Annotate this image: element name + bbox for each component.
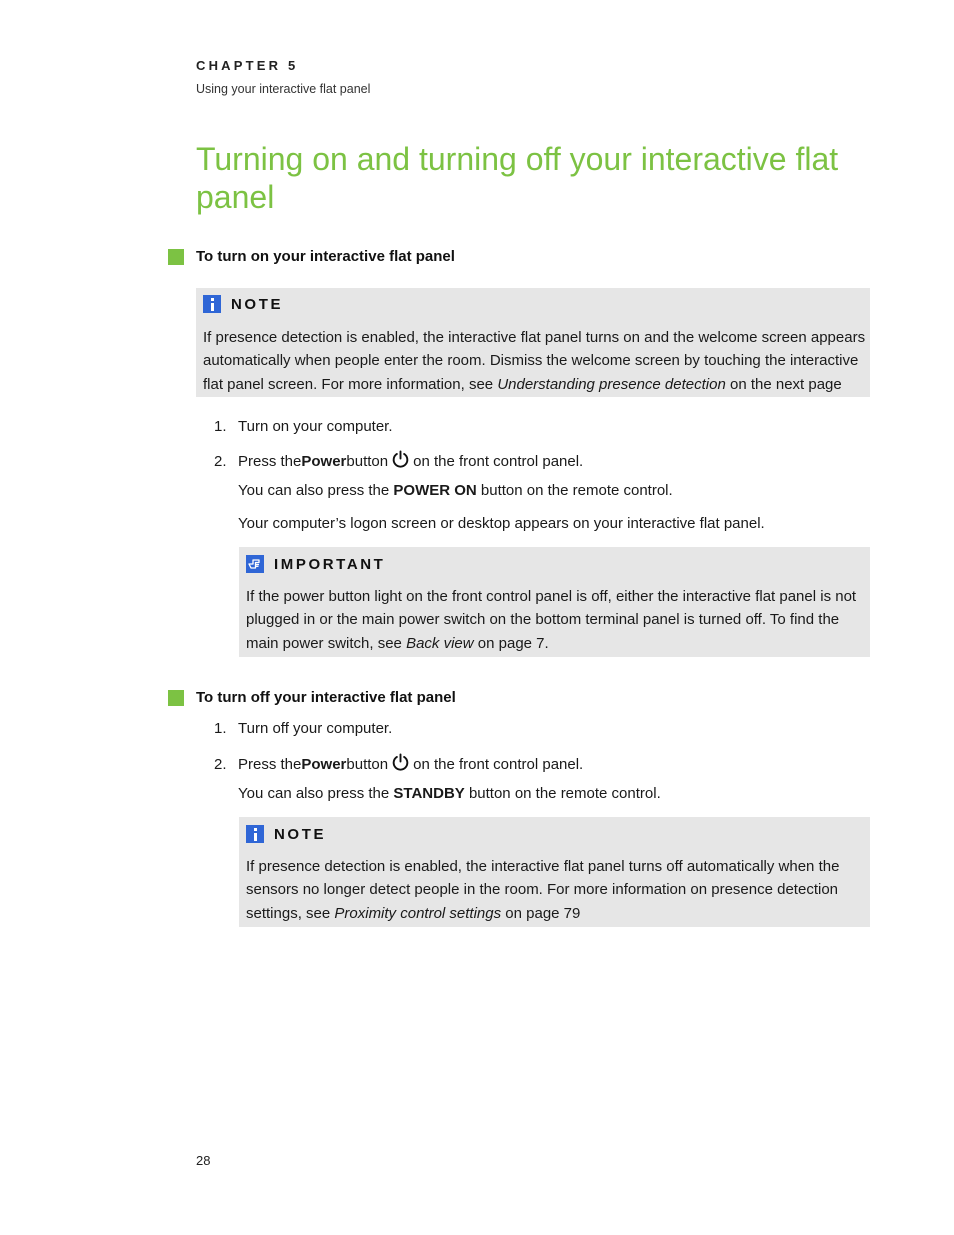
paragraph-remote-on <box>238 482 673 499</box>
step-number: 1. <box>214 418 227 435</box>
important-icon <box>246 555 264 573</box>
procedure-heading-turn-on <box>168 248 455 265</box>
step-text-mid: button <box>346 453 389 470</box>
step-text-post: on the front control panel. <box>413 453 584 470</box>
para-text-end: button on the remote control. <box>476 482 673 499</box>
note-tag: NOTE <box>274 825 327 843</box>
note-text: If presence detection is enabled, the interactive flat panel turns on and the welcome screen appears automatically when people enter the room. Dismiss the welcome screen by touching the interactive flat panel screen. For more information, see <box>203 329 866 393</box>
info-icon <box>203 295 221 313</box>
step-text-mid: button <box>346 756 389 773</box>
note-text-end: on the next page <box>725 375 842 393</box>
chapter-subtitle: Using your interactive flat panel <box>196 82 371 96</box>
step-text-bold: Power <box>301 756 347 773</box>
note-link[interactable]: Proximity control settings <box>334 904 502 922</box>
note-text: If presence detection is enabled, the interactive flat panel turns off automatically when the sensors no longer detect people in the room. For more information on presence detection settings, see <box>246 858 840 922</box>
step-number: 1. <box>214 720 227 737</box>
step-number: 2. <box>214 453 227 470</box>
note-body <box>203 326 867 396</box>
important-link[interactable]: Back view <box>406 634 474 652</box>
info-icon <box>246 825 264 843</box>
important-text-end: on page 7. <box>473 634 549 652</box>
chapter-label: CHAPTER 5 <box>196 58 299 73</box>
step-text-post: on the front control panel. <box>413 756 584 773</box>
green-square-bullet-icon <box>168 690 184 706</box>
standby-label: STANDBY <box>393 785 465 802</box>
note-callout <box>196 288 870 397</box>
procedure-heading-turn-off <box>168 689 456 706</box>
important-body <box>246 585 866 655</box>
step-text: Turn off your computer. <box>238 720 393 737</box>
power-icon <box>391 450 410 469</box>
important-text: If the power button light on the front control panel is off, either the interactive flat panel is not plugged in or the main power switch on the bottom terminal panel is turned off. To find the main power switch, see <box>246 588 857 652</box>
note-callout <box>239 817 870 927</box>
paragraph-remote-standby <box>238 785 661 802</box>
step-text-bold: Power <box>301 453 347 470</box>
note-tag: NOTE <box>231 295 284 313</box>
step-text-pre: Press the <box>238 453 302 470</box>
page-number: 28 <box>196 1153 211 1168</box>
note-link[interactable]: Understanding presence detection <box>497 375 726 393</box>
power-on-label: POWER ON <box>393 482 477 499</box>
paragraph-logon: Your computer’s logon screen or desktop appears on your interactive flat panel. <box>238 515 765 532</box>
para-text: You can also press the <box>238 785 394 802</box>
note-text-end: on page 79 <box>501 904 581 922</box>
procedure-heading-text: To turn off your interactive flat panel <box>196 689 456 706</box>
procedure-heading-text: To turn on your interactive flat panel <box>196 248 455 265</box>
page-title: Turning on and turning off your interactive flat panel <box>196 141 839 215</box>
important-callout <box>239 547 870 657</box>
power-icon <box>391 753 410 772</box>
para-text-end: button on the remote control. <box>464 785 661 802</box>
green-square-bullet-icon <box>168 249 184 265</box>
para-text: You can also press the <box>238 482 394 499</box>
note-body <box>246 855 866 925</box>
step-text-pre: Press the <box>238 756 302 773</box>
step-number: 2. <box>214 756 227 773</box>
step-text: Turn on your computer. <box>238 418 393 435</box>
important-tag: IMPORTANT <box>274 555 386 573</box>
